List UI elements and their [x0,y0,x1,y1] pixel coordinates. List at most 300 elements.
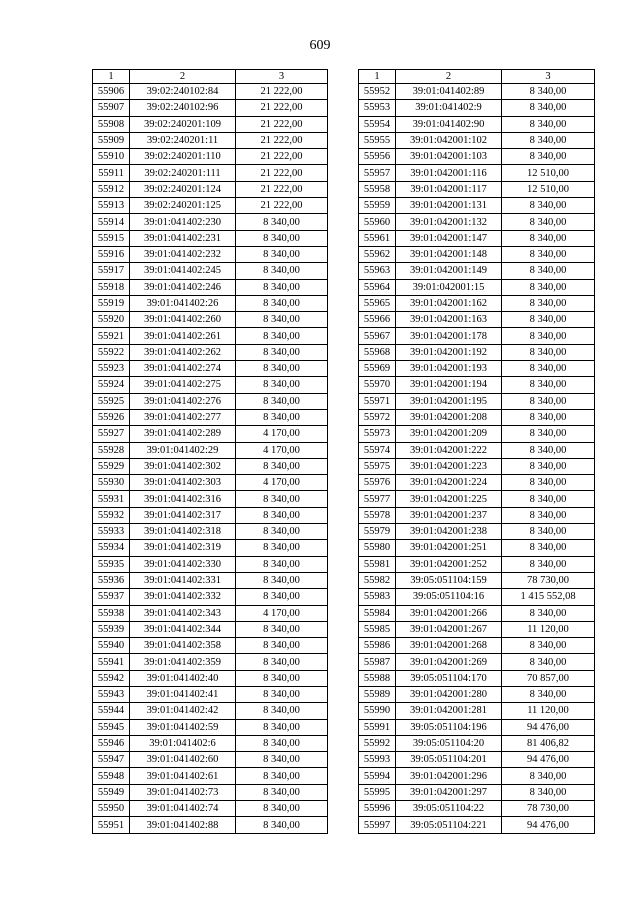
amount-cell: 8 340,00 [502,295,595,311]
table-row [359,817,595,833]
table-row [93,263,328,279]
amount-cell: 8 340,00 [236,752,328,768]
cadastral-number-cell: 39:01:042001:192 [396,344,502,360]
table-row [359,621,595,637]
row-number-cell: 55982 [359,572,396,588]
table-row [359,377,595,393]
cadastral-number-cell: 39:02:240201:125 [130,198,236,214]
amount-cell: 4 170,00 [236,605,328,621]
amount-cell: 8 340,00 [502,393,595,409]
amount-cell: 8 340,00 [236,524,328,540]
amount-cell: 8 340,00 [236,719,328,735]
table-row [93,475,328,491]
table-row [359,703,595,719]
cadastral-number-cell: 39:01:041402:40 [130,670,236,686]
table-row [93,686,328,702]
amount-cell: 4 170,00 [236,442,328,458]
amount-cell: 8 340,00 [236,703,328,719]
row-number-cell: 55986 [359,638,396,654]
row-number-cell: 55937 [93,589,130,605]
table-row [359,507,595,523]
cadastral-number-cell: 39:05:051104:20 [396,735,502,751]
row-number-cell: 55966 [359,312,396,328]
cadastral-number-cell: 39:01:041402:260 [130,312,236,328]
cadastral-number-cell: 39:01:041402:316 [130,491,236,507]
table-row [359,605,595,621]
cadastral-number-cell: 39:01:042001:280 [396,686,502,702]
table-row [93,507,328,523]
cadastral-number-cell: 39:01:041402:331 [130,572,236,588]
cadastral-number-cell: 39:01:042001:223 [396,458,502,474]
table-row [93,556,328,572]
table-row [93,328,328,344]
cadastral-number-cell: 39:01:041402:359 [130,654,236,670]
cadastral-number-cell: 39:05:051104:22 [396,801,502,817]
table-row [359,198,595,214]
amount-cell: 8 340,00 [236,670,328,686]
cadastral-number-cell: 39:01:041402:41 [130,686,236,702]
row-number-cell: 55957 [359,165,396,181]
amount-cell: 8 340,00 [236,768,328,784]
row-number-cell: 55920 [93,312,130,328]
table-row [359,670,595,686]
table-row [359,84,595,100]
table-row [359,181,595,197]
amount-cell: 8 340,00 [502,344,595,360]
amount-cell: 8 340,00 [502,491,595,507]
cadastral-number-cell: 39:01:042001:269 [396,654,502,670]
cadastral-number-cell: 39:01:041402:73 [130,784,236,800]
table-row [359,279,595,295]
row-number-cell: 55907 [93,100,130,116]
cadastral-number-cell: 39:01:041402:303 [130,475,236,491]
table-row [359,295,595,311]
row-number-cell: 55947 [93,752,130,768]
amount-cell: 8 340,00 [502,524,595,540]
amount-cell: 8 340,00 [502,540,595,556]
cadastral-number-cell: 39:05:051104:201 [396,752,502,768]
table-row [359,654,595,670]
page-number: 609 [309,38,331,53]
row-number-cell: 55919 [93,295,130,311]
row-number-cell: 55985 [359,621,396,637]
row-number-cell: 55946 [93,735,130,751]
registry-table-right [358,69,595,834]
table-row [359,442,595,458]
table-row [93,198,328,214]
amount-cell: 8 340,00 [502,458,595,474]
cadastral-number-cell: 39:01:041402:26 [130,295,236,311]
row-number-cell: 55967 [359,328,396,344]
row-number-cell: 55952 [359,84,396,100]
amount-cell: 8 340,00 [502,132,595,148]
cadastral-number-cell: 39:01:042001:224 [396,475,502,491]
table-row [93,165,328,181]
amount-cell: 8 340,00 [502,605,595,621]
table-row [93,84,328,100]
cadastral-number-cell: 39:02:240201:109 [130,116,236,132]
cadastral-number-cell: 39:01:042001:163 [396,312,502,328]
amount-cell: 21 222,00 [236,181,328,197]
amount-cell: 8 340,00 [502,328,595,344]
table-row [359,409,595,425]
cadastral-number-cell: 39:01:042001:148 [396,246,502,262]
cadastral-number-cell: 39:01:042001:209 [396,426,502,442]
row-number-cell: 55978 [359,507,396,523]
table-row [93,605,328,621]
row-number-cell: 55997 [359,817,396,833]
row-number-cell: 55960 [359,214,396,230]
amount-cell: 8 340,00 [502,246,595,262]
amount-cell: 8 340,00 [236,638,328,654]
cadastral-number-cell: 39:01:042001:193 [396,361,502,377]
row-number-cell: 55924 [93,377,130,393]
table-row [359,132,595,148]
amount-cell: 8 340,00 [502,361,595,377]
table-row [359,752,595,768]
row-number-cell: 55955 [359,132,396,148]
table-row [359,344,595,360]
table-row [93,132,328,148]
table-row [93,524,328,540]
cadastral-number-cell: 39:05:051104:159 [396,572,502,588]
cadastral-number-cell: 39:02:240201:11 [130,132,236,148]
amount-cell: 8 340,00 [236,654,328,670]
table-row [359,393,595,409]
row-number-cell: 55953 [359,100,396,116]
table-row [93,442,328,458]
table-row [359,426,595,442]
amount-cell: 8 340,00 [236,377,328,393]
amount-cell: 8 340,00 [236,393,328,409]
cadastral-number-cell: 39:01:042001:296 [396,768,502,784]
row-number-cell: 55921 [93,328,130,344]
row-number-cell: 55949 [93,784,130,800]
cadastral-number-cell: 39:01:042001:195 [396,393,502,409]
table-row [359,686,595,702]
amount-cell: 8 340,00 [502,214,595,230]
amount-cell: 8 340,00 [236,735,328,751]
row-number-cell: 55938 [93,605,130,621]
cadastral-number-cell: 39:01:041402:42 [130,703,236,719]
amount-cell: 21 222,00 [236,198,328,214]
table-row [93,491,328,507]
cadastral-number-cell: 39:01:042001:102 [396,132,502,148]
row-number-cell: 55956 [359,149,396,165]
table-row [359,100,595,116]
row-number-cell: 55941 [93,654,130,670]
row-number-cell: 55932 [93,507,130,523]
cadastral-number-cell: 39:01:041402:261 [130,328,236,344]
table-row [93,572,328,588]
cadastral-number-cell: 39:01:042001:147 [396,230,502,246]
table-row [93,361,328,377]
cadastral-number-cell: 39:01:041402:9 [396,100,502,116]
table-row [93,181,328,197]
amount-cell: 8 340,00 [502,409,595,425]
amount-cell: 8 340,00 [236,409,328,425]
amount-cell: 8 340,00 [236,312,328,328]
table-row [93,540,328,556]
table-row [359,246,595,262]
cadastral-number-cell: 39:01:041402:330 [130,556,236,572]
table-row [93,784,328,800]
table-row [359,768,595,784]
row-number-cell: 55992 [359,735,396,751]
row-number-cell: 55963 [359,263,396,279]
cadastral-number-cell: 39:01:041402:302 [130,458,236,474]
cadastral-number-cell: 39:01:041402:289 [130,426,236,442]
cadastral-number-cell: 39:01:041402:230 [130,214,236,230]
row-number-cell: 55995 [359,784,396,800]
table-row [93,214,328,230]
table-row [359,361,595,377]
amount-cell: 8 340,00 [502,312,595,328]
row-number-cell: 55923 [93,361,130,377]
row-number-cell: 55930 [93,475,130,491]
amount-cell: 8 340,00 [236,572,328,588]
table-row [93,670,328,686]
amount-cell: 8 340,00 [236,621,328,637]
table-row [93,279,328,295]
row-number-cell: 55987 [359,654,396,670]
row-number-cell: 55980 [359,540,396,556]
table-row [93,116,328,132]
table-row [93,312,328,328]
table-row [93,621,328,637]
cadastral-number-cell: 39:01:042001:208 [396,409,502,425]
table-row [359,801,595,817]
amount-cell: 8 340,00 [502,768,595,784]
cadastral-number-cell: 39:01:041402:89 [396,84,502,100]
row-number-cell: 55926 [93,409,130,425]
cadastral-number-cell: 39:01:042001:178 [396,328,502,344]
row-number-cell: 55990 [359,703,396,719]
amount-cell: 21 222,00 [236,100,328,116]
amount-cell: 8 340,00 [236,458,328,474]
amount-cell: 8 340,00 [502,507,595,523]
table-row [359,475,595,491]
table-row [359,312,595,328]
amount-cell: 8 340,00 [502,84,595,100]
amount-cell: 4 170,00 [236,426,328,442]
cadastral-number-cell: 39:01:041402:59 [130,719,236,735]
cadastral-number-cell: 39:02:240102:84 [130,84,236,100]
row-number-cell: 55951 [93,817,130,833]
row-number-cell: 55970 [359,377,396,393]
cadastral-number-cell: 39:01:041402:274 [130,361,236,377]
table-row [93,100,328,116]
row-number-cell: 55976 [359,475,396,491]
row-number-cell: 55994 [359,768,396,784]
row-number-cell: 55929 [93,458,130,474]
row-number-cell: 55979 [359,524,396,540]
row-number-cell: 55910 [93,149,130,165]
row-number-cell: 55975 [359,458,396,474]
table-row [93,426,328,442]
cadastral-number-cell: 39:01:041402:358 [130,638,236,654]
cadastral-number-cell: 39:01:042001:252 [396,556,502,572]
row-number-cell: 55972 [359,409,396,425]
table-row [359,589,595,605]
table-row [93,409,328,425]
amount-cell: 8 340,00 [236,263,328,279]
cadastral-number-cell: 39:01:041402:232 [130,246,236,262]
row-number-cell: 55988 [359,670,396,686]
table-row [93,246,328,262]
row-number-cell: 55909 [93,132,130,148]
table-row [93,295,328,311]
cadastral-number-cell: 39:02:240201:110 [130,149,236,165]
cadastral-number-cell: 39:01:041402:332 [130,589,236,605]
cadastral-number-cell: 39:01:041402:6 [130,735,236,751]
table-row [359,458,595,474]
amount-cell: 78 730,00 [502,801,595,817]
cadastral-number-cell: 39:01:041402:60 [130,752,236,768]
cadastral-number-cell: 39:01:042001:267 [396,621,502,637]
row-number-cell: 55944 [93,703,130,719]
amount-cell: 21 222,00 [236,165,328,181]
amount-cell: 8 340,00 [236,784,328,800]
row-number-cell: 55942 [93,670,130,686]
cadastral-number-cell: 39:01:041402:276 [130,393,236,409]
amount-cell: 8 340,00 [502,654,595,670]
row-number-cell: 55991 [359,719,396,735]
row-number-cell: 55950 [93,801,130,817]
row-number-cell: 55961 [359,230,396,246]
cadastral-number-cell: 39:01:041402:319 [130,540,236,556]
cadastral-number-cell: 39:01:041402:318 [130,524,236,540]
amount-cell: 8 340,00 [236,295,328,311]
cadastral-number-cell: 39:01:042001:15 [396,279,502,295]
table-row [93,393,328,409]
amount-cell: 21 222,00 [236,116,328,132]
row-number-cell: 55943 [93,686,130,702]
row-number-cell: 55971 [359,393,396,409]
amount-cell: 8 340,00 [502,556,595,572]
cadastral-number-cell: 39:01:042001:117 [396,181,502,197]
table-header-row [93,70,328,84]
row-number-cell: 55940 [93,638,130,654]
amount-cell: 8 340,00 [236,344,328,360]
row-number-cell: 55916 [93,246,130,262]
row-number-cell: 55928 [93,442,130,458]
table-row [359,784,595,800]
row-number-cell: 55933 [93,524,130,540]
amount-cell: 8 340,00 [502,230,595,246]
amount-cell: 8 340,00 [236,686,328,702]
column-header: 1 [359,70,396,84]
row-number-cell: 55908 [93,116,130,132]
table-row [93,149,328,165]
column-header: 3 [502,70,595,84]
table-row [93,589,328,605]
amount-cell: 4 170,00 [236,475,328,491]
row-number-cell: 55977 [359,491,396,507]
table-row [93,752,328,768]
cadastral-number-cell: 39:01:041402:29 [130,442,236,458]
row-number-cell: 55936 [93,572,130,588]
cadastral-number-cell: 39:01:041402:343 [130,605,236,621]
cadastral-number-cell: 39:01:042001:268 [396,638,502,654]
cadastral-number-cell: 39:05:051104:170 [396,670,502,686]
table-row [359,165,595,181]
table-row [359,116,595,132]
row-number-cell: 55935 [93,556,130,572]
cadastral-number-cell: 39:01:042001:222 [396,442,502,458]
amount-cell: 8 340,00 [502,686,595,702]
cadastral-number-cell: 39:01:042001:194 [396,377,502,393]
amount-cell: 78 730,00 [502,572,595,588]
table-row [359,263,595,279]
cadastral-number-cell: 39:01:041402:262 [130,344,236,360]
amount-cell: 8 340,00 [236,230,328,246]
cadastral-number-cell: 39:01:042001:103 [396,149,502,165]
table-row [359,524,595,540]
cadastral-number-cell: 39:01:041402:90 [396,116,502,132]
row-number-cell: 55913 [93,198,130,214]
amount-cell: 8 340,00 [236,589,328,605]
registry-table-left [92,69,328,834]
row-number-cell: 55954 [359,116,396,132]
table-row [359,638,595,654]
row-number-cell: 55983 [359,589,396,605]
amount-cell: 8 340,00 [502,475,595,491]
amount-cell: 21 222,00 [236,132,328,148]
cadastral-number-cell: 39:01:042001:149 [396,263,502,279]
amount-cell: 8 340,00 [502,442,595,458]
column-header: 2 [130,70,236,84]
table-row [93,817,328,833]
row-number-cell: 55973 [359,426,396,442]
row-number-cell: 55911 [93,165,130,181]
amount-cell: 8 340,00 [236,540,328,556]
row-number-cell: 55959 [359,198,396,214]
amount-cell: 8 340,00 [236,279,328,295]
amount-cell: 1 415 552,08 [502,589,595,605]
row-number-cell: 55969 [359,361,396,377]
cadastral-number-cell: 39:05:051104:196 [396,719,502,735]
cadastral-number-cell: 39:01:042001:162 [396,295,502,311]
row-number-cell: 55948 [93,768,130,784]
amount-cell: 12 510,00 [502,181,595,197]
cadastral-number-cell: 39:01:042001:251 [396,540,502,556]
amount-cell: 11 120,00 [502,703,595,719]
row-number-cell: 55964 [359,279,396,295]
table-row [359,328,595,344]
cadastral-number-cell: 39:02:240201:111 [130,165,236,181]
row-number-cell: 55912 [93,181,130,197]
cadastral-number-cell: 39:02:240102:96 [130,100,236,116]
row-number-cell: 55945 [93,719,130,735]
table-row [93,654,328,670]
cadastral-number-cell: 39:01:042001:281 [396,703,502,719]
row-number-cell: 55989 [359,686,396,702]
amount-cell: 8 340,00 [502,263,595,279]
row-number-cell: 55914 [93,214,130,230]
row-number-cell: 55958 [359,181,396,197]
cadastral-number-cell: 39:01:042001:237 [396,507,502,523]
amount-cell: 11 120,00 [502,621,595,637]
table-row [359,540,595,556]
amount-cell: 94 476,00 [502,752,595,768]
row-number-cell: 55906 [93,84,130,100]
cadastral-number-cell: 39:01:042001:225 [396,491,502,507]
amount-cell: 8 340,00 [236,817,328,833]
table-row [359,719,595,735]
table-row [93,230,328,246]
row-number-cell: 55934 [93,540,130,556]
